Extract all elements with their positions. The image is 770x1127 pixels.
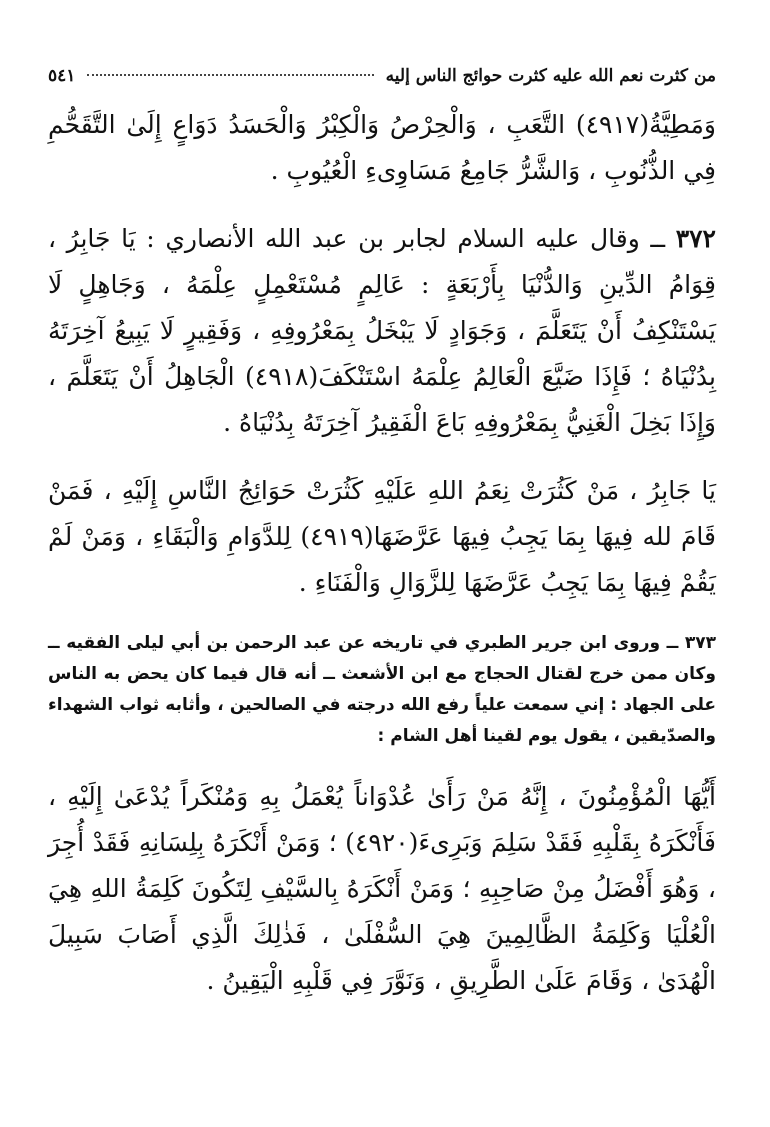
page-number: ٥٤١ [48,66,76,86]
paragraph-jabir [48,468,716,606]
paragraph-text: وَمَطِيَّةُ(٤٩١٧) التَّعَبِ ، وَالْحِرْصُ وَالْكِبْرُ وَالْحَسَدُ دَوَاعٍ إِلَىٰ التَّقَحُّمِ فِي الذُّنُوبِ ، وَالشَّرُّ جَامِعُ مَسَاوِىءِ الْعُيُوبِ . [48,110,716,185]
paragraph-text: ــ وروى ابن جرير الطبري في تاريخه عن عبد الرحمن بن أبي ليلى الفقيه ــ وكان ممن خرج لقتال الحجاج مع ابن الأشعث ــ أنه قال فيما كان يحض به الناس على الجهاد : إني سمعت علياً رفع الله درجته في الصالحين ، وأثابه ثواب الشهداء والصدّيقين ، يقول يوم لقينا أهل الشام : [48,633,716,746]
section-number: ٣٧٣ [684,633,716,653]
paragraph-text: يَا جَابِرُ ، مَنْ كَثُرَتْ نِعَمُ اللهِ عَلَيْهِ كَثُرَتْ حَوَائِجُ النَّاسِ إِلَيْهِ ، فَمَنْ قَامَ لله فِيهَا بِمَا يَجِبُ فِيهَا عَرَّضَهَا(٤٩١٩) لِلدَّوَامِ وَالْبَقَاءِ ، وَمَنْ لَمْ يَقُمْ فِيهَا بِمَا يَجِبُ عَرَّضَهَا لِلزَّوَالِ وَالْفَنَاءِ . [48,476,717,597]
section-number: ٣٧٢ [675,224,716,253]
header-title: من كثرت نعم الله عليه كثرت حوائج الناس إليه [385,66,716,86]
paragraph-mu-minun [48,774,716,1004]
running-header [48,66,716,102]
paragraph-373 [48,628,716,752]
paragraph-372 [48,216,716,446]
paragraph-continuation [48,102,716,194]
header-dotted-leader [87,74,373,76]
paragraph-text: أَيُّهَا الْمُؤْمِنُونَ ، إِنَّهُ مَنْ رَأَىٰ عُدْوَاناً يُعْمَلُ بِهِ وَمُنْكَراً يُدْعَىٰ إِلَيْهِ ، فَأَنْكَرَهُ بِقَلْبِهِ فَقَدْ سَلِمَ وَبَرِىءَ(٤٩٢٠) ؛ وَمَنْ أَنْكَرَهُ بِلِسَانِهِ فَقَدْ أُجِرَ ، وَهُوَ أَفْضَلُ مِنْ صَاحِبِهِ ؛ وَمَنْ أَنْكَرَهُ بِالسَّيْفِ لِتَكُونَ كَلِمَةُ اللهِ هِيَ الْعُلْيَا وَكَلِمَةُ الظَّالِمِينَ هِيَ السُّفْلَىٰ ، فَذٰلِكَ الَّذِي أَصَابَ سَبِيلَ الْهُدَىٰ ، وَقَامَ عَلَىٰ الطَّرِيقِ ، وَنَوَّرَ فِي قَلْبِهِ الْيَقِينُ . [48,782,716,995]
paragraph-text: ــ وقال عليه السلام لجابر بن عبد الله الأنصاري : يَا جَابِرُ ، قِوَامُ الدِّينِ وَالدُّنْيَا بِأَرْبَعَةٍ : عَالِمٍ مُسْتَعْمِلٍ عِلْمَهُ ، وَجَاهِلٍ لَا يَسْتَنْكِفُ أَنْ يَتَعَلَّمَ ، وَجَوَادٍ لَا يَبْخَلُ بِمَعْرُوفِهِ ، وَفَقِيرٍ لَا يَبِيعُ آخِرَتَهُ بِدُنْيَاهُ ؛ فَإِذَا ضَيَّعَ الْعَالِمُ عِلْمَهُ اسْتَنْكَفَ(٤٩١٨) الْجَاهِلُ أَنْ يَتَعَلَّمَ ، وَإِذَا بَخِلَ الْغَنِيُّ بِمَعْرُوفِهِ بَاعَ الْفَقِيرُ آخِرَتَهُ بِدُنْيَاهُ . [48,224,716,437]
